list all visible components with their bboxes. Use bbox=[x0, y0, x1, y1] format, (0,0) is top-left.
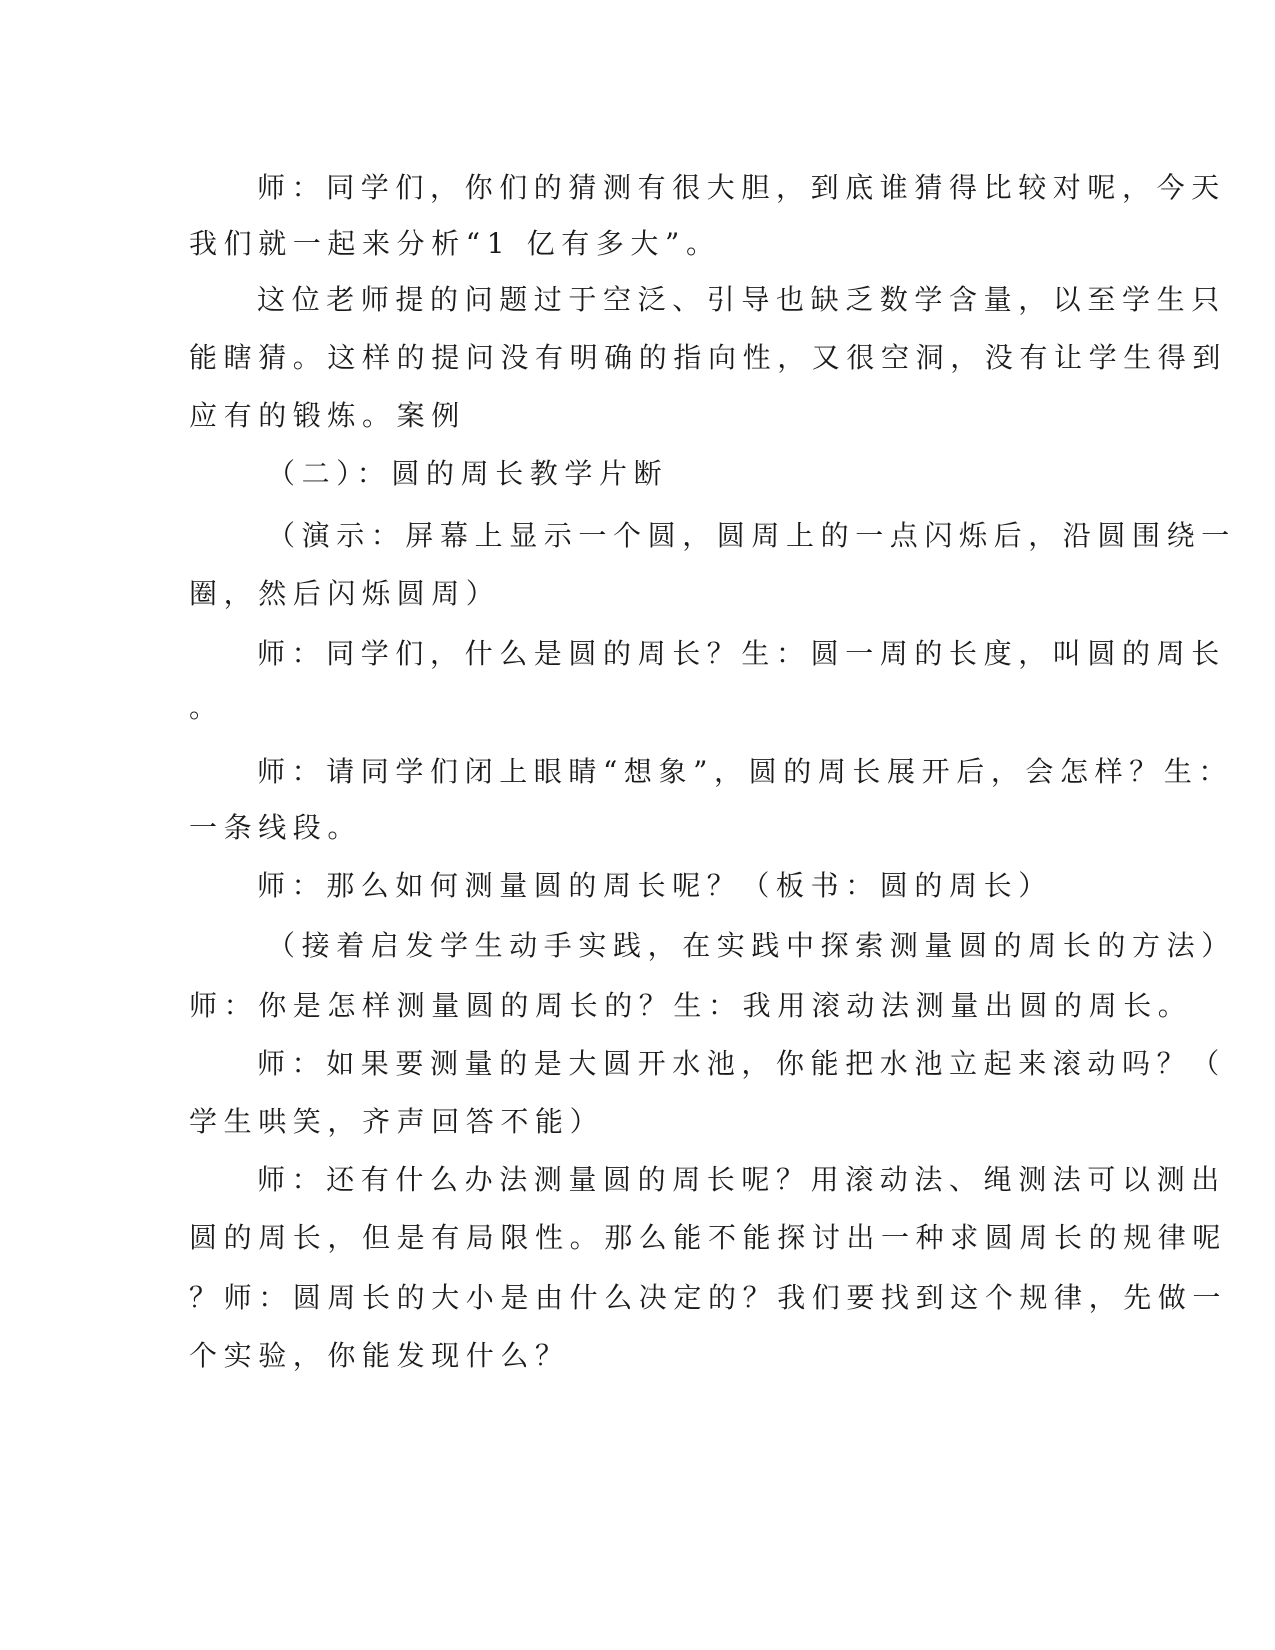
text-line-20: ？师：圆周长的大小是由什么决定的？我们要找到这个规律，先做一 bbox=[189, 1281, 1228, 1314]
text-line-19: 圆的周长，但是有局限性。那么能不能探讨出一种求圆周长的规律呢 bbox=[189, 1221, 1228, 1254]
text-line-12: 一条线段。 bbox=[189, 811, 363, 844]
text-line-3: 这位老师提的问题过于空泛、引导也缺乏数学含量，以至学生只 bbox=[257, 283, 1226, 316]
text-line-2: 我们就一起来分析“1 亿有多大”。 bbox=[189, 227, 721, 260]
text-line-15: 师：你是怎样测量圆的周长的？生：我用滚动法测量出圆的周长。 bbox=[189, 989, 1193, 1022]
text-line-16: 师：如果要测量的是大圆开水池，你能把水池立起来滚动吗？（ bbox=[257, 1047, 1226, 1080]
section-heading: （二）：圆的周长教学片断 bbox=[267, 457, 669, 490]
text-line-5: 应有的锻炼。案例 bbox=[189, 399, 466, 432]
text-line-13: 师：那么如何测量圆的周长呢？（板书：圆的周长） bbox=[257, 869, 1053, 902]
text-line-9: 师：同学们，什么是圆的周长？生：圆一周的长度，叫圆的周长 bbox=[257, 637, 1226, 670]
text-line-17: 学生哄笑，齐声回答不能） bbox=[189, 1105, 605, 1138]
text-line-7: （演示：屏幕上显示一个圆，圆周上的一点闪烁后，沿圆围绕一 bbox=[267, 519, 1236, 552]
text-line-10: 。 bbox=[189, 691, 224, 724]
text-line-14: （接着启发学生动手实践，在实践中探索测量圆的周长的方法） bbox=[267, 929, 1236, 962]
text-line-1: 师：同学们，你们的猜测有很大胆，到底谁猜得比较对呢，今天 bbox=[257, 171, 1226, 204]
text-line-8: 圈，然后闪烁圆周） bbox=[189, 577, 501, 610]
text-line-11: 师：请同学们闭上眼睛“想象”，圆的周长展开后，会怎样？生： bbox=[257, 755, 1234, 788]
text-line-18: 师：还有什么办法测量圆的周长呢？用滚动法、绳测法可以测出 bbox=[257, 1163, 1226, 1196]
text-line-4: 能瞎猜。这样的提问没有明确的指向性，又很空洞，没有让学生得到 bbox=[189, 341, 1228, 374]
text-line-21: 个实验，你能发现什么？ bbox=[189, 1339, 570, 1372]
